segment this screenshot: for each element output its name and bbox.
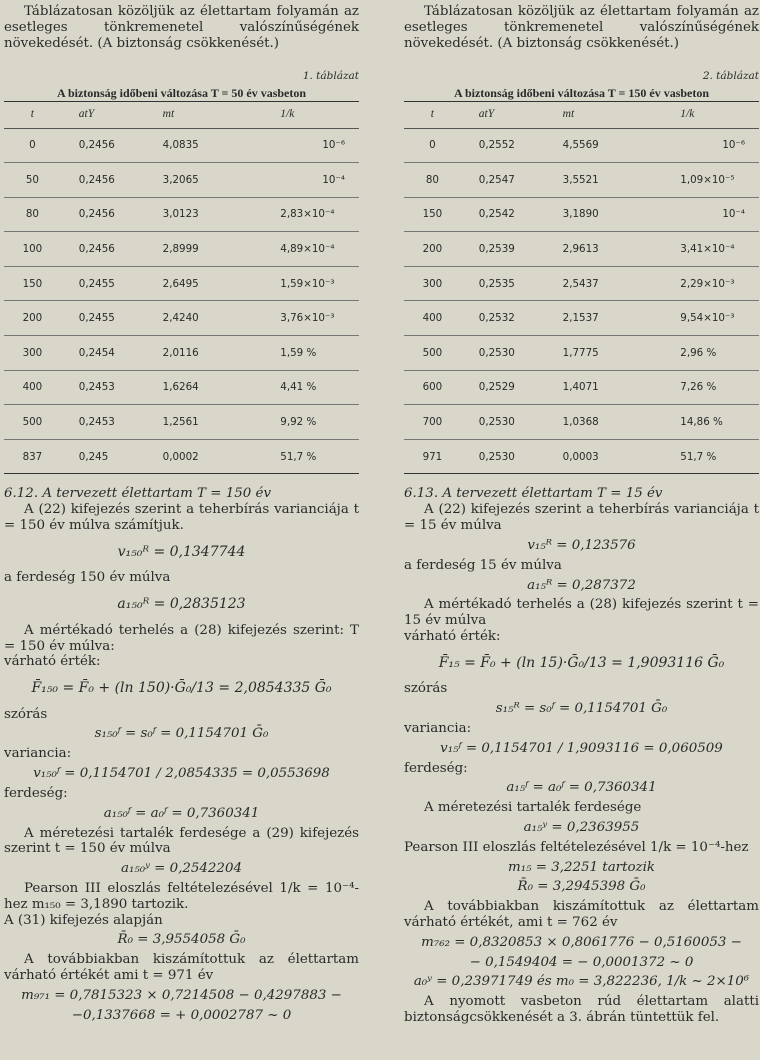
equation: a₁₅₀ᶠ = a₀ᶠ = 0,7360341	[103, 805, 260, 821]
paragraph: A (22) kifejezés szerint a teherbírás varianciája t = 150 év múlva számítjuk.	[4, 502, 359, 534]
paragraph: a ferdeség 150 év múlva	[4, 570, 171, 586]
table-cell: 9,54×10⁻³	[638, 301, 759, 336]
table-cell: 2,0116	[157, 336, 239, 371]
paragraph: várható érték:	[404, 628, 501, 644]
col-header: atY	[461, 102, 557, 128]
table-row	[404, 128, 759, 163]
table-cell: 3,76×10⁻³	[238, 301, 359, 336]
col-header: atY	[61, 102, 157, 128]
paragraph: ferdeség:	[404, 760, 468, 776]
table-label: 1. táblázat	[302, 70, 359, 82]
table-cell: 600	[404, 370, 461, 405]
equation: m₇₆₂ = 0,8320853 × 0,8061776 − 0,5160053 −	[421, 934, 742, 950]
table-cell: 500	[4, 405, 61, 440]
equation: a₁₅ʸ = 0,2363955	[523, 819, 640, 835]
table-label: 2. táblázat	[702, 70, 759, 82]
equation: F̄₁₅₀ = F̄₀ + (ln 150)·Ḡ₀/13 = 2,0854335 Ḡ₀	[31, 680, 332, 697]
table-cell: 1,4071	[557, 370, 639, 405]
table-row	[404, 232, 759, 267]
table-cell: 150	[4, 266, 61, 301]
table-cell: 0,2530	[461, 336, 557, 371]
right-column	[404, 4, 759, 1026]
table-cell: 1,59×10⁻³	[238, 266, 359, 301]
table-row	[404, 266, 759, 301]
table-cell: 10⁻⁶	[238, 128, 359, 163]
table-row	[4, 163, 359, 198]
table-cell: 3,2065	[157, 163, 239, 198]
table-cell: 200	[404, 232, 461, 267]
paragraph: Pearson III eloszlás feltételezésével 1/k = 10⁻⁴-hez m₁₅₀ = 3,1890 tartozik.	[4, 880, 359, 912]
table-cell: 0,2547	[461, 163, 557, 198]
table-cell: 0,0002	[157, 439, 239, 474]
section-heading: 6.12. A tervezett élettartam T = 150 év	[4, 486, 272, 502]
paragraph: variancia:	[4, 746, 72, 762]
equation: a₁₅ᶠ = a₀ᶠ = 0,7360341	[506, 780, 657, 796]
table-cell: 200	[4, 301, 61, 336]
table-header-row	[404, 102, 759, 128]
table-cell: 0,2542	[461, 197, 557, 232]
table-cell: 3,5521	[557, 163, 639, 198]
table-cell: 3,1890	[557, 197, 639, 232]
table-row	[4, 405, 359, 440]
table-cell: 1,59 %	[238, 336, 359, 371]
table-cell: 2,96 %	[638, 336, 759, 371]
table-cell: 80	[404, 163, 461, 198]
data-table	[404, 102, 759, 474]
paragraph: A továbbiakban kiszámítottuk az élettartam várható értékét, ami t = 762 év	[404, 899, 759, 931]
equation: a₁₅₀ʸ = 0,2542204	[121, 861, 242, 877]
table-cell: 1,7775	[557, 336, 639, 371]
col-header: t	[4, 102, 61, 128]
table-cell: 2,1537	[557, 301, 639, 336]
equation: v₁₅ᶠ = 0,1154701 / 1,9093116 = 0,060509	[440, 740, 723, 756]
paragraph: várható érték:	[4, 654, 101, 670]
equation: s₁₅ᴿ = s₀ᶠ = 0,1154701 Ḡ₀	[495, 701, 668, 717]
equation: a₀ʸ = 0,23971749 és m₀ = 3,822236, 1/k ~ 2×10⁶	[413, 974, 750, 990]
table-cell: 3,0123	[157, 197, 239, 232]
table-cell: 0,2456	[61, 197, 157, 232]
equation: R̄₀ = 3,9554058 Ḡ₀	[117, 932, 246, 948]
table-cell: 837	[4, 439, 61, 474]
paragraph: ferdeség:	[4, 785, 68, 801]
table-cell: 2,4240	[157, 301, 239, 336]
table-row	[4, 301, 359, 336]
table-row	[404, 405, 759, 440]
table-cell: 0,2552	[461, 128, 557, 163]
table-cell: 10⁻⁶	[638, 128, 759, 163]
equation: − 0,1549404 = − 0,0001372 ~ 0	[469, 954, 694, 970]
paragraph: A nyomott vasbeton rúd élettartam alatti biztonságcsökkenését a 3. ábrán tüntettük fel.	[404, 994, 759, 1026]
table-cell: 14,86 %	[638, 405, 759, 440]
table-row	[404, 370, 759, 405]
equation: v₁₅₀ᶠ = 0,1154701 / 2,0854335 = 0,0553698	[33, 766, 330, 782]
col-header: mt	[157, 102, 239, 128]
table-cell: 51,7 %	[238, 439, 359, 474]
table-cell: 700	[404, 405, 461, 440]
table-cell: 0,0003	[557, 439, 639, 474]
equation: −0,1337668 = + 0,0002787 ~ 0	[71, 1007, 292, 1023]
table-row	[4, 128, 359, 163]
table-cell: 7,26 %	[638, 370, 759, 405]
table-cell: 0	[404, 128, 461, 163]
table-cell: 2,83×10⁻⁴	[238, 197, 359, 232]
table-cell: 300	[404, 266, 461, 301]
table-cell: 100	[4, 232, 61, 267]
table-row	[4, 197, 359, 232]
intro-text: Táblázatosan közöljük az élettartam folyamán az esetleges tönkremenetel valószínűségének növekedését. (A biztonság csökkenését.)	[404, 4, 759, 52]
table-cell: 9,92 %	[238, 405, 359, 440]
equation: R̄₀ = 3,2945398 Ḡ₀	[517, 879, 646, 895]
table-cell: 2,8999	[157, 232, 239, 267]
table-cell: 300	[4, 336, 61, 371]
col-header: mt	[557, 102, 639, 128]
paragraph: A mértékadó terhelés a (28) kifejezés szerint: T = 150 év múlva:	[4, 622, 359, 654]
table-cell: 0,2454	[61, 336, 157, 371]
table-row	[4, 439, 359, 474]
paragraph: A (31) kifejezés alapján	[4, 912, 163, 928]
table-cell: 1,09×10⁻⁵	[638, 163, 759, 198]
table-cell: 0,2456	[61, 232, 157, 267]
table-cell: 0,2453	[61, 405, 157, 440]
table-cell: 0,2456	[61, 163, 157, 198]
table-cell: 500	[404, 336, 461, 371]
paragraph: A (22) kifejezés szerint a teherbírás varianciája t = 15 év múlva	[404, 502, 759, 534]
table-cell: 150	[404, 197, 461, 232]
table-cell: 10⁻⁴	[238, 163, 359, 198]
table-row	[404, 336, 759, 371]
paragraph: a ferdeség 15 év múlva	[404, 557, 562, 573]
table-cell: 4,5569	[557, 128, 639, 163]
table-cell: 0,2455	[61, 301, 157, 336]
paragraph: Pearson III eloszlás feltételezésével 1/k = 10⁻⁴-hez	[404, 839, 749, 855]
col-header: 1/k	[238, 102, 359, 128]
equation: s₁₅₀ᶠ = s₀ᶠ = 0,1154701 Ḡ₀	[94, 726, 269, 742]
table-cell: 51,7 %	[638, 439, 759, 474]
table-row	[4, 266, 359, 301]
table-cell: 400	[4, 370, 61, 405]
table-cell: 80	[4, 197, 61, 232]
table-cell: 0,2453	[61, 370, 157, 405]
table-cell: 1,2561	[157, 405, 239, 440]
table-row	[404, 163, 759, 198]
table-cell: 400	[404, 301, 461, 336]
equation: m₉₇₁ = 0,7815323 × 0,7214508 − 0,4297883 −	[21, 987, 342, 1003]
table-row	[404, 197, 759, 232]
paragraph: A méretezési tartalék ferdesége	[424, 800, 642, 816]
paragraph: szórás	[4, 706, 48, 722]
left-column	[4, 4, 359, 1027]
col-header: 1/k	[638, 102, 759, 128]
table-row	[4, 232, 359, 267]
table-cell: 0	[4, 128, 61, 163]
equation: a₁₅ᴿ = 0,287372	[527, 577, 636, 593]
table-cell: 10⁻⁴	[638, 197, 759, 232]
table-cell: 1,0368	[557, 405, 639, 440]
table-row	[404, 439, 759, 474]
equation: F̄₁₅ = F̄₀ + (ln 15)·Ḡ₀/13 = 1,9093116 Ḡ₀	[438, 654, 725, 671]
table-cell: 971	[404, 439, 461, 474]
equation: v₁₅ᴿ = 0,123576	[527, 537, 636, 553]
paragraph: A méretezési tartalék ferdesége a (29) kifejezés szerint t = 150 év múlva	[4, 825, 359, 857]
table-cell: 1,6264	[157, 370, 239, 405]
equation: a₁₅₀ᴿ = 0,2835123	[117, 596, 246, 613]
table-cell: 50	[4, 163, 61, 198]
table-cell: 4,89×10⁻⁴	[238, 232, 359, 267]
paragraph: A mértékadó terhelés a (28) kifejezés szerint t = 15 év múlva	[404, 597, 759, 629]
table-row	[4, 370, 359, 405]
table-cell: 0,2456	[61, 128, 157, 163]
table-cell: 0,2532	[461, 301, 557, 336]
table-title: A biztonság időbeni változása T = 150 év vasbeton	[404, 84, 759, 102]
table-cell: 3,41×10⁻⁴	[638, 232, 759, 267]
intro-text: Táblázatosan közöljük az élettartam folyamán az esetleges tönkremenetel valószínűségének növekedését. (A biztonság csökkenését.)	[4, 4, 359, 52]
table-cell: 0,245	[61, 439, 157, 474]
data-table	[4, 102, 359, 474]
table-cell: 4,41 %	[238, 370, 359, 405]
paragraph: variancia:	[404, 720, 472, 736]
table-cell: 0,2530	[461, 439, 557, 474]
table-row	[4, 336, 359, 371]
table-cell: 2,29×10⁻³	[638, 266, 759, 301]
table-header-row	[4, 102, 359, 128]
table-cell: 2,9613	[557, 232, 639, 267]
paragraph: A továbbiakban kiszámítottuk az élettartam várható értékét ami t = 971 év	[4, 952, 359, 984]
col-header: t	[404, 102, 461, 128]
equation: m₁₅ = 3,2251 tartozik	[508, 859, 655, 875]
table-title: A biztonság időbeni változása T = 50 év vasbeton	[4, 84, 359, 102]
equation: v₁₅₀ᴿ = 0,1347744	[117, 543, 246, 560]
table-cell: 0,2529	[461, 370, 557, 405]
paragraph: szórás	[404, 681, 448, 697]
section-heading: 6.13. A tervezett élettartam T = 15 év	[404, 486, 663, 502]
table-cell: 4,0835	[157, 128, 239, 163]
table-row	[404, 301, 759, 336]
table-cell: 0,2539	[461, 232, 557, 267]
table-cell: 2,6495	[157, 266, 239, 301]
table-cell: 0,2530	[461, 405, 557, 440]
table-cell: 0,2535	[461, 266, 557, 301]
table-cell: 0,2455	[61, 266, 157, 301]
table-cell: 2,5437	[557, 266, 639, 301]
